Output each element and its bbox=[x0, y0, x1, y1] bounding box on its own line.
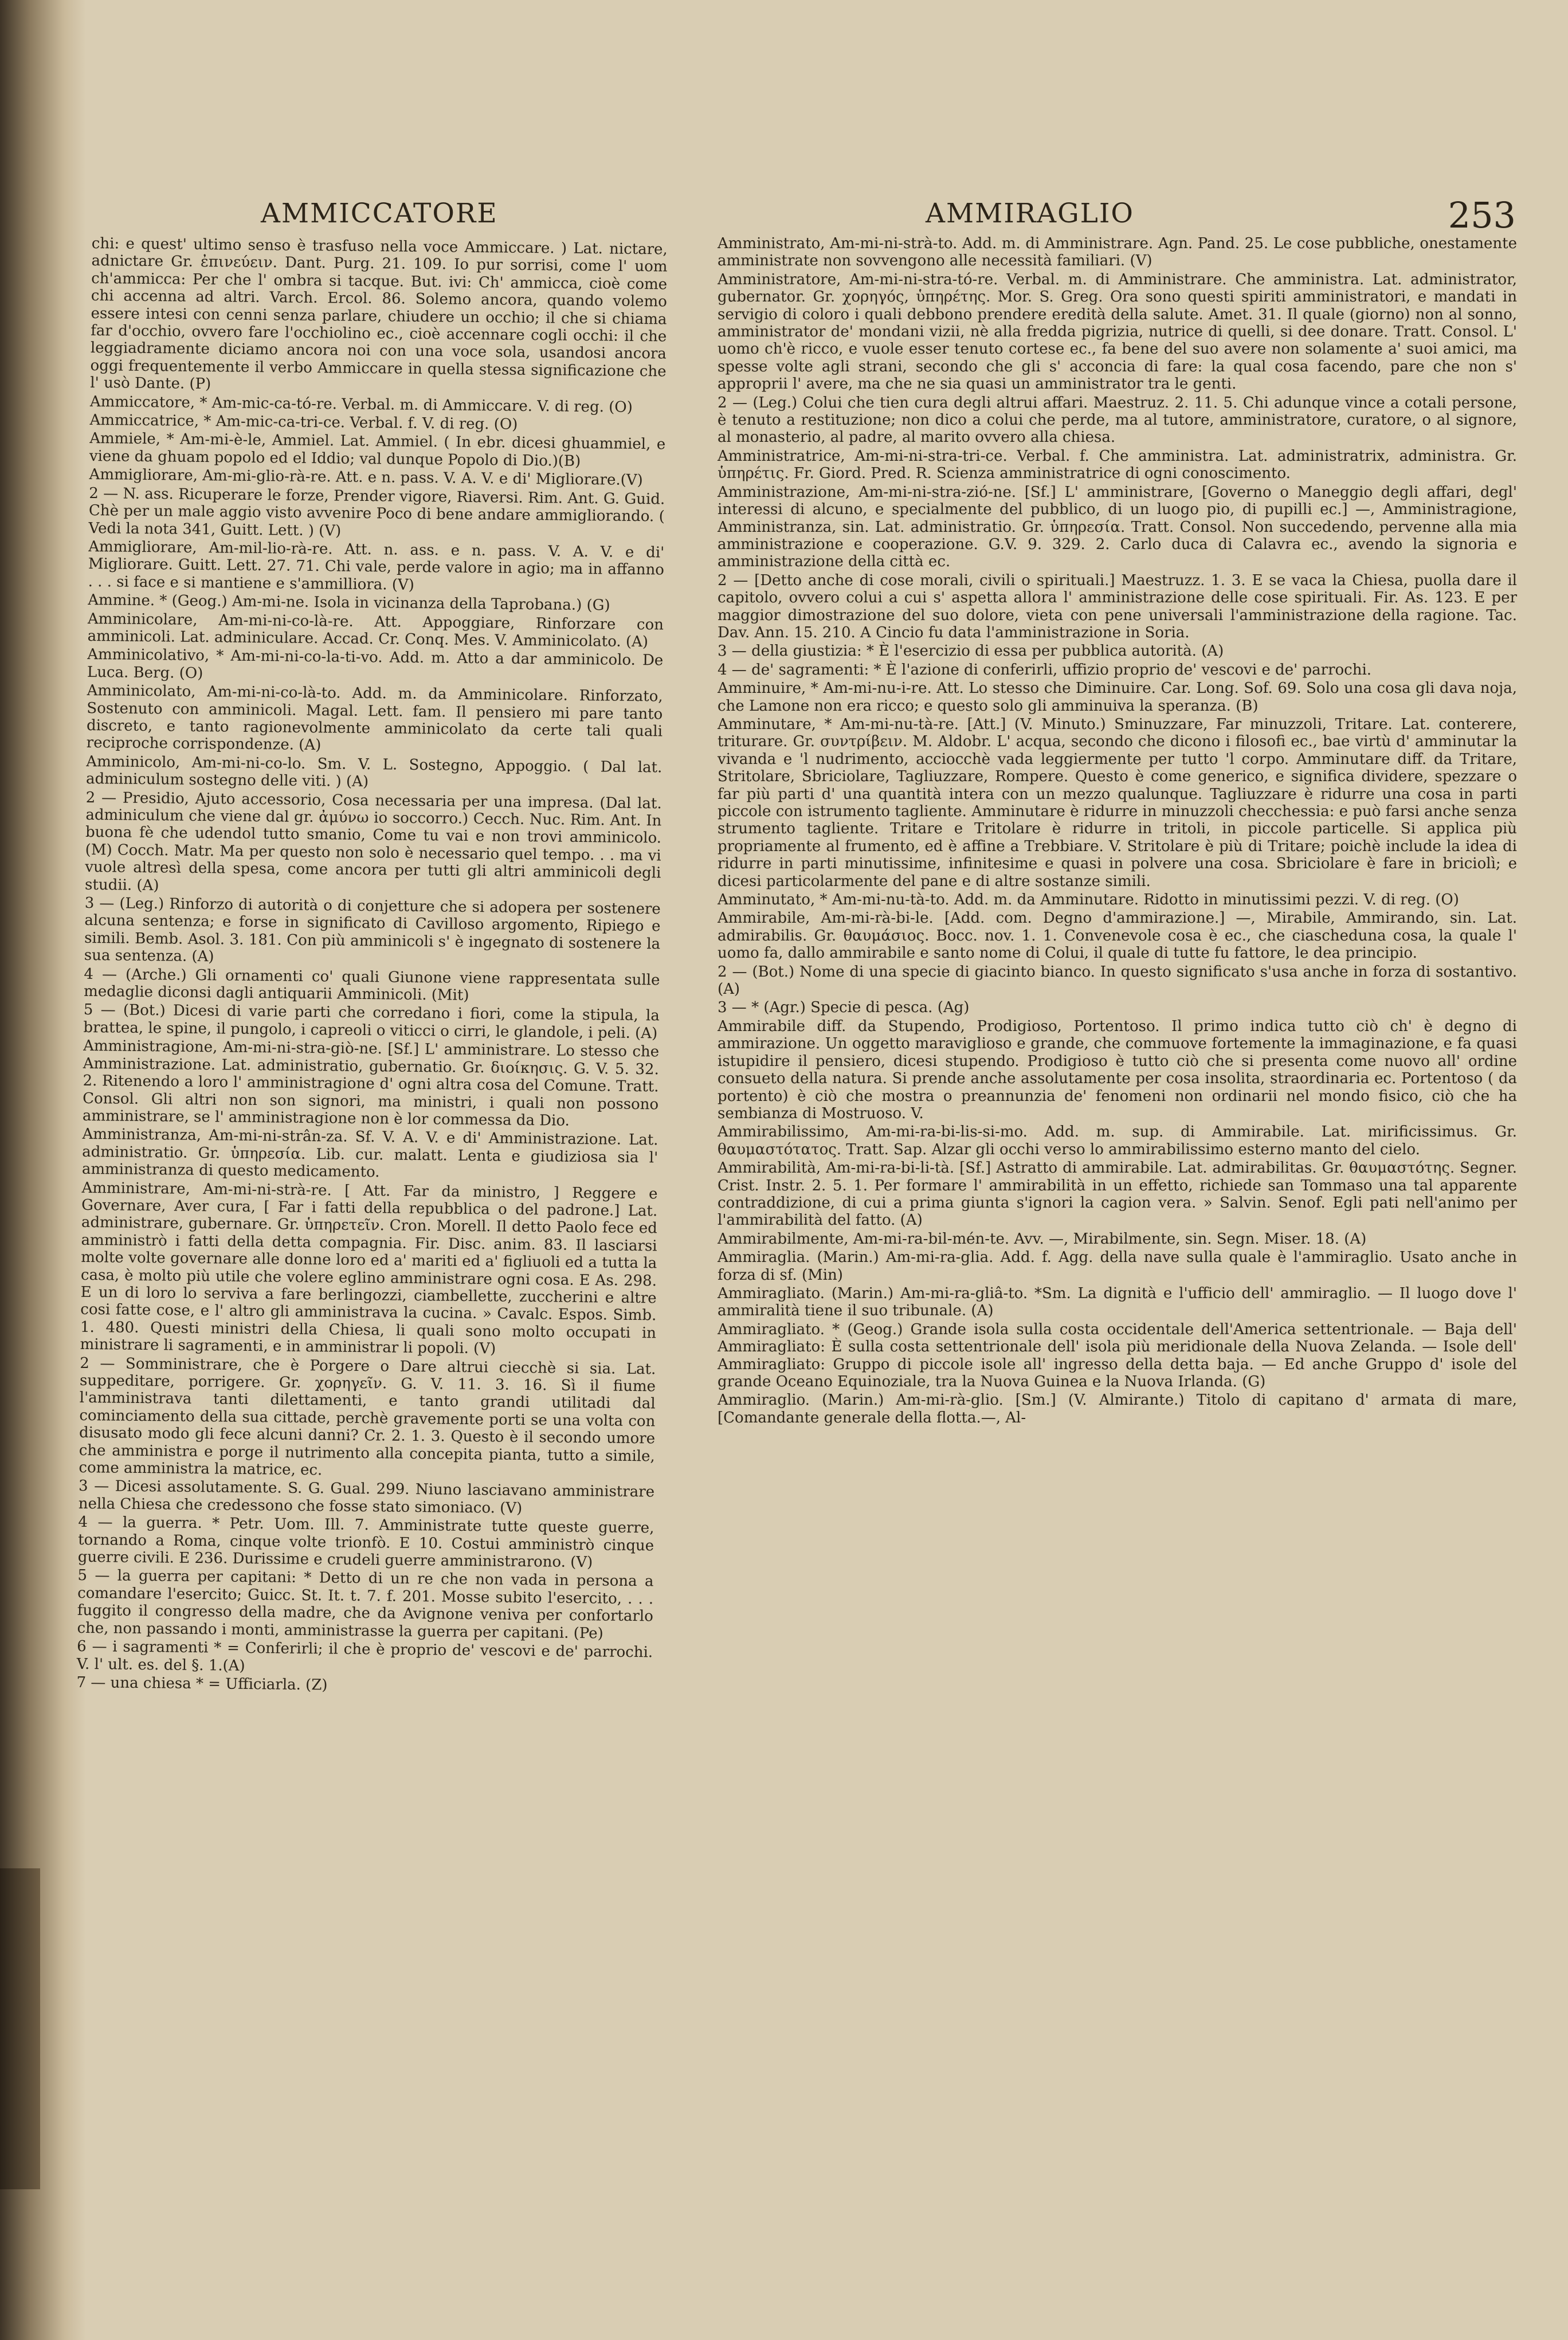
entry: 2 — Somministrare, che è Porgere o Dare altrui ciecchè si sia. Lat. suppeditare, porrigere. Gr. χορηγεῖν. G. V. 11. 3. 16. Sì il fiume l'amministrava tanti dilettamenti, e tanto grandi utilitadi dal cominciamento della sua cittade, perchè gravemente porti se una volta con disusato modo gli fece alcuni danni? Cr. 2. 1. 3. Questo è il secondo umore che amministra e porge il nutrimento alla concepita pianta, tutto a simile, come amministra la matrice, ec. bbox=[79, 1354, 656, 1479]
entry: Ammiragliato. * (Geog.) Grande isola sulla costa occidentale dell'America settentrionale. — Baja dell' Ammiragliato: È sulla costa settentrionale dell' isola più meridionale della Nuova Zelanda. — Isole dell' Ammiragliato: Gruppo di piccole isole all' ingresso della detta baja. — Ed anche Gruppo d' isole del grande Oceano Equinoziale, tra la Nuova Guinea e la Nuova Irlanda. (G) bbox=[718, 1320, 1517, 1390]
entry: Ammigliorare, Am-mil-lio-rà-re. Att. n. ass. e n. pass. V. A. V. e di' Migliorare. Guitt. Lett. 27. 71. Chi vale, perde valore in agio; ma in affanno . . . si face e si mantiene e s'ammilliora. (V) bbox=[88, 538, 665, 594]
entry: Ammine. * (Geog.) Am-mi-ne. Isola in vicinanza della Taprobana.) (G) bbox=[88, 591, 610, 614]
entry: Amminicolativo, * Am-mi-ni-co-la-ti-vo. Add. m. Atto a dar amminicolo. De Luca. Berg. (O) bbox=[87, 646, 664, 682]
entry: Ammiele, * Am-mi-è-le, Ammiel. Lat. Ammiel. ( In ebr. dicesi ghuammiel, e viene da ghuam popolo ed el Iddio; val dunque Popolo di Dio.)(B) bbox=[89, 430, 666, 470]
entry: Ammiragliato. (Marin.) Am-mi-ra-gliâ-to. *Sm. La dignità e l'ufficio dell' ammiraglio. — Il luogo dove l' ammiralità tiene il suo tribunale. (A) bbox=[718, 1284, 1517, 1320]
entry: Ammirabile, Am-mi-rà-bi-le. [Add. com. Degno d'ammirazione.] —, Mirabile, Ammirando, sin. Lat. admirabilis. Gr. θαυμάσιος. Bocc. nov. 1. 1. Convenevole cosa è ec., che ciascheduna cosa, la quale l' uomo fa, dallo ammirabile e santo nome di Colui, il quale di tutte fu fattore, le dea principio. bbox=[718, 910, 1517, 962]
entry: Ammirabilmente, Am-mi-ra-bil-mén-te. Avv. —, Mirabilmente, sin. Segn. Miser. 18. (A) bbox=[718, 1230, 1367, 1248]
entry: Amminicolare, Am-mi-ni-co-là-re. Att. Appoggiare, Rinforzare con amminicoli. Lat. adminiculare. Accad. Cr. Conq. Mes. V. Amminicolato. (A) bbox=[87, 610, 664, 651]
entry: Amministratore, Am-mi-ni-stra-tó-re. Verbal. m. di Amministrare. Che amministra. Lat. administrator, gubernator. Gr. χορηγός, ὑπηρέτης. Mor. S. Greg. Ora sono questi spiriti amministratori, e mandati in servigio di coloro i quali debbono prendere eredità della salute. Amet. 31. Il quale (giorno) non al sonno, amministrator de' mondani vizii, nè alla fredda pigrizia, nutrice di quelli, si dee donare. Tratt. Consol. L' uomo ch'è ricco, e vuole esser tenuto cortese ec., fa bene del suo avere non solamente a' suoi amici, ma spesse volte agli strani, secondo che gli s' acconcia di fare: la qual cosa facendo, pare che non s' approprii l' avere, ma che ne sia quasi un amministrator tra le genti. bbox=[718, 271, 1517, 393]
entry: 6 — i sagramenti * = Conferirli; il che è proprio de' vescovi e de' parrochi. V. l' ult. es. del §. 1.(A) bbox=[76, 1637, 653, 1675]
entry: Ammigliorare, Am-mi-glio-rà-re. Att. e n. pass. V. A. V. e di' Migliorare.(V) bbox=[89, 466, 643, 489]
entry: chi: e quest' ultimo senso è trasfuso nella voce Ammiccare. ) Lat. nictare, adnictare Gr. ἐπινεύειν. Dant. Purg. 21. 109. Io pur sorrisi, come l' uom ch'ammicca: Per che l' ombra si tacque. But. ivi: Ch' ammicca, cioè come chi accenna ad altri. Varch. Ercol. 86. Solemo ancora, quando volemo essere intesi con cenni senza parlare, chiudere un occhio; il che si chiama far d'occhio, ovvero fare l'occhiolino ec., cioè accennare cogli occhi: il che leggiadramente diciamo ancora noi con una voce sola, usandosi ancora oggi frequentemente il verbo Ammiccare in quella stessa significazione che l' usò Dante. (P) bbox=[90, 235, 668, 393]
entry: 3 — * (Agr.) Specie di pesca. (Ag) bbox=[718, 999, 970, 1017]
page-edge-shadow bbox=[0, 1868, 40, 2189]
running-head bbox=[261, 194, 1516, 238]
entry: Ammiccatrice, * Am-mic-ca-tri-ce. Verbal. f. V. di reg. (O) bbox=[89, 411, 518, 433]
right-column bbox=[718, 235, 1517, 1428]
left-column bbox=[76, 235, 668, 1699]
entry: 5 — la guerra per capitani: * Detto di un re che non vada in persona a comandare l'esercito; Guicc. St. It. t. 7. f. 201. Mosse subito l'esercito, . . . fuggito il congresso della madre, che da Avignone veniva per confortarlo che, non passando i monti, amministrasse la guerra per capitani. (Pe) bbox=[77, 1567, 654, 1643]
entry: Ammiraglia. (Marin.) Am-mi-ra-glia. Add. f. Agg. della nave sulla quale è l'ammiraglio. Usato anche in forza di sf. (Min) bbox=[718, 1249, 1517, 1284]
entry: Amminutare, * Am-mi-nu-tà-re. [Att.] (V. Minuto.) Sminuzzare, Far minuzzoli, Tritare. Lat. conterere, triturare. Gr. συντρίβειν. M. Aldobr. L' acqua, secondo che dicono i filosofi ec., bae virtù d' amminutar la vivanda e 'l nudrimento, acciocchè vada leggiermente per tutto 'l corpo. Amminutare diff. da Tritare, Stritolare, Sbriciolare, Tagliuzzare, Rompere. Questo è come generico, e significa dividere, spezzare o far più parti d' una quantità intera con un mezzo qualunque. Tagliuzzare è ridurre una cosa in parti piccole con istrumento tagliente. Amminutare è ridurre in minuzzoli checchessia: e può farsi anche senza strumento tagliente. Tritare e Tritolare è ridurre in tritoli, in piccole particelle. Si applica più propriamente al frumento, ed è affine a Trebbiare. V. Stritolare è più di Tritare; poichè include la idea di ridurre in parti minutissime, infinitesime e quasi in polvere una cosa. Sbriciolare è fare in briciolì; e dicesi particolarmente del pane e di altre sostanze simili. bbox=[718, 715, 1517, 890]
entry: 3 — Dicesi assolutamente. S. G. Gual. 299. Niuno lasciavano amministrare nella Chiesa che credessono che fosse stato simoniaco. (V) bbox=[78, 1477, 655, 1517]
entry: Amministranza, Am-mi-ni-strân-za. Sf. V. A. V. e di' Amministrazione. Lat. administratio. Gr. ὑπηρεσία. Lib. cur. malatt. Lenta e giudiziosa sia l' amministranza di questo medicamento. bbox=[81, 1126, 658, 1181]
entry: Amminicolato, Am-mi-ni-co-là-to. Add. m. da Amminicolare. Rinforzato, Sostenuto con amminicoli. Magal. Lett. fam. Il pensiero mi pare tanto discreto, e tanto ragionevolmente amminicolato da certe tali quali reciproche corrispondenze. (A) bbox=[86, 682, 663, 754]
entry: 5 — (Bot.) Dicesi di varie parti che corredano i fiori, come la stipula, la brattea, le spine, il pungolo, i capreoli o viticci o cirri, le glandole, i peli. (A) bbox=[83, 1001, 660, 1042]
entry: Ammiccatore, * Am-mic-ca-tó-re. Verbal. m. di Ammiccare. V. di reg. (O) bbox=[89, 393, 633, 416]
entry: Amministrazione, Am-mi-ni-stra-zió-ne. [Sf.] L' amministrare, [Governo o Maneggio degli affari, degl' interessi di alcuno, e specialmente del pubblico, di un luogo pio, di pupilli ec.] —, Amministragione, Amministranza, sin. Lat. administratio. Gr. ὑπηρεσία. Tratt. Consol. Non succedendo, pervenne alla mia amministrazione e cooperazione. G.V. 9. 329. 2. Carlo duca di Calavra ec., avendo la signoria e amministrazione della città ec. bbox=[718, 483, 1517, 571]
entry: Amminutato, * Am-mi-nu-tà-to. Add. m. da Amminutare. Ridotto in minutissimi pezzi. V. di reg. (O) bbox=[718, 891, 1459, 909]
entry: 4 — de' sagramenti: * È l'azione di conferirli, uffizio proprio de' vescovi e de' parrochi. bbox=[718, 661, 1372, 679]
entry: 2 — N. ass. Ricuperare le forze, Prender vigore, Riaversi. Rim. Ant. G. Guid. Chè per un male aggio visto avvenire Poco di bene andare ammigliorando. ( Vedi la nota 341, Guitt. Lett. ) (V) bbox=[88, 484, 665, 540]
running-head-center: AMMIRAGLIO bbox=[926, 198, 1134, 229]
entry: 3 — della giustizia: * È l'esercizio di essa per pubblica autorità. (A) bbox=[718, 642, 1224, 660]
entry: Amminicolo, Am-mi-ni-co-lo. Sm. V. L. Sostegno, Appoggio. ( Dal lat. adminiculum sostegno delle viti. ) (A) bbox=[85, 752, 663, 791]
entry: Amminuire, * Am-mi-nu-i-re. Att. Lo stesso che Diminuire. Car. Long. Sof. 69. Solo una cosa gli dava noja, che Lamone non era ricco; e questo solo gli amminuiva la speranza. (B) bbox=[718, 680, 1517, 715]
entry: 3 — (Leg.) Rinforzo di autorità o di conjetture che si adopera per sostenere alcuna sentenza; e forse in significato di Cavilloso argomento, Ripiego e simili. Bemb. Asol. 3. 181. Con più amminicoli s' è ingegnato di sostenere la sua sentenza. (A) bbox=[84, 894, 661, 966]
entry: Amministrato, Am-mi-ni-strà-to. Add. m. di Amministrare. Agn. Pand. 25. Le cose pubbliche, onestamente amministrate non sovvengono alle necessità familiari. (V) bbox=[718, 235, 1517, 270]
entry: Ammiraglio. (Marin.) Am-mi-rà-glio. [Sm.] (V. Almirante.) Titolo di capitano d' armata di mare, [Comandante generale della flotta.—, Al- bbox=[718, 1392, 1517, 1426]
entry: Amministrare, Am-mi-ni-strà-re. [ Att. Far da ministro, ] Reggere e Governare, Aver cura, [ Far i fatti della repubblica o del padrone.] Lat. administrare, gubernare. Gr. ὑπηρετεῖν. Cron. Morell. Il detto Paolo fece ed amministrò i fatti della detta compagnia. Fir. Disc. anim. 83. Il lasciarsi molte volte governare alle donne loro ed a' mariti ed a' figliuoli ed a tutta la casa, è molto più utile che volere eglino amministrare ogni cosa. E As. 298. E un di loro lo serviva a fare berlingozzi, ciambellette, zuccherini e altre cosi fatte cose, e l' altro gli amministrava la cucina. » Cavalc. Espos. Simb. 1. 480. Questi ministri della Chiesa, li quali sono molto occupati in ministrare li sagramenti, e in amministrar li popoli. (V) bbox=[80, 1179, 658, 1358]
page-number: 253 bbox=[1448, 194, 1516, 236]
entry: 2 — (Leg.) Colui che tien cura degli altrui affari. Maestruz. 2. 11. 5. Chi adunque vince a cotali persone, è tenuto a restituzione; non dico a colui che perde, ma al tutore, amministratore, curatore, o al signore, al monasterio, al padre, al marito ovvero alla chiesa. bbox=[718, 394, 1517, 446]
entry: 4 — la guerra. * Petr. Uom. Ill. 7. Amministrate tutte queste guerre, tornando a Roma, cinque volte trionfò. E 10. Costui amministrò cinque guerre civili. E 236. Durissime e crudeli guerre amministrarono. (V) bbox=[77, 1514, 654, 1571]
running-head-left: AMMICCATORE bbox=[261, 198, 498, 229]
entry: 4 — (Arche.) Gli ornamenti co' quali Giunone viene rappresentata sulle medaglie diconsi dagli antiquarii Amminicoli. (Mit) bbox=[84, 965, 660, 1005]
entry: Ammirabile diff. da Stupendo, Prodigioso, Portentoso. Il primo indica tutto ciò ch' è degno di ammirazione. Un oggetto maraviglioso e grande, che commuove fortemente la immaginazione, e fa quasi istupidire il pensiero, dicesi stupendo. Prodigioso è tutto ciò che si presenta come nuovo all' ordine consueto della natura. Si prende anche assolutamente per cosa insolita, straordinaria ec. Portentoso ( da portento) è ciò che mostra o preannunzia de' fenomeni non ordinarii nel mondo fisico, ciò che ha sembianza di Mostruoso. V. bbox=[718, 1017, 1517, 1122]
entry: Amministragione, Am-mi-ni-stra-giò-ne. [Sf.] L' amministrare. Lo stesso che Amministrazione. Lat. administratio, gubernatio. Gr. διοίκησις. G. V. 5. 32. 2. Ritenendo a loro l' amministragione d' ogni altra cosa del Comune. Tratt. Consol. Gli altri non son signori, ma ministri, i quali non possono amministrare, se l' amministragione non è lor commessa da Dio. bbox=[82, 1037, 660, 1130]
entry: Ammirabilità, Am-mi-ra-bi-li-tà. [Sf.] Astratto di ammirabile. Lat. admirabilitas. Gr. θαυμαστότης. Segner. Crist. Instr. 2. 5. 1. Per formare l' ammirabilità in un effetto, richiede san Tommaso una tal apparente contraddizione, di cui a prima giunta s'ignori la cagion vera. » Salvin. Senof. Egli pati nell'animo per l'ammirabilità del fatto. (A) bbox=[718, 1159, 1517, 1229]
entry: Amministratrice, Am-mi-ni-stra-tri-ce. Verbal. f. Che amministra. Lat. administratrix, administra. Gr. ὑπηρέτις. Fr. Giord. Pred. R. Scienza amministratrice di ogni conoscimento. bbox=[718, 447, 1517, 483]
entry: 7 — una chiesa * = Ufficiarla. (Z) bbox=[76, 1673, 328, 1694]
entry: 2 — Presidio, Ajuto accessorio, Cosa necessaria per una impresa. (Dal lat. adminiculum che viene dal gr. ἀμύνω io soccorro.) Cecch. Nuc. Rim. Ant. In buona fè che udendol tutto smanio, Come tu vai e non trovi amminicolo. (M) Cocch. Matr. Ma per questo non solo è necessario quel tempo. . . ma vi vuole altresì della spesa, come ancora per tutti gli altri amminicoli degli studii. (A) bbox=[84, 789, 662, 894]
entry: 2 — (Bot.) Nome di una specie di giacinto bianco. In questo significato s'usa anche in forza di sostantivo. (A) bbox=[718, 963, 1517, 998]
entry: Ammirabilissimo, Am-mi-ra-bi-lis-si-mo. Add. m. sup. di Ammirabile. Lat. mirificissimus. Gr. θαυμαστότατος. Tratt. Sap. Alzar gli occhi verso lo ammirabilissimo esterno manto del cielo. bbox=[718, 1123, 1517, 1158]
entry: 2 — [Detto anche di cose morali, civili o spirituali.] Maestruzz. 1. 3. E se vaca la Chiesa, puolla dare il capitolo, ovvero colui a cui s' aspetta allora l' amministrazione delle cose spirituali. Fir. As. 123. E per maggior dimostrazione del suo dolore, vieta con pene universali l'amministrazione della ragione. Tac. Dav. Ann. 15. 210. A Cincio fu data l'amministrazione in Soria. bbox=[718, 571, 1517, 641]
